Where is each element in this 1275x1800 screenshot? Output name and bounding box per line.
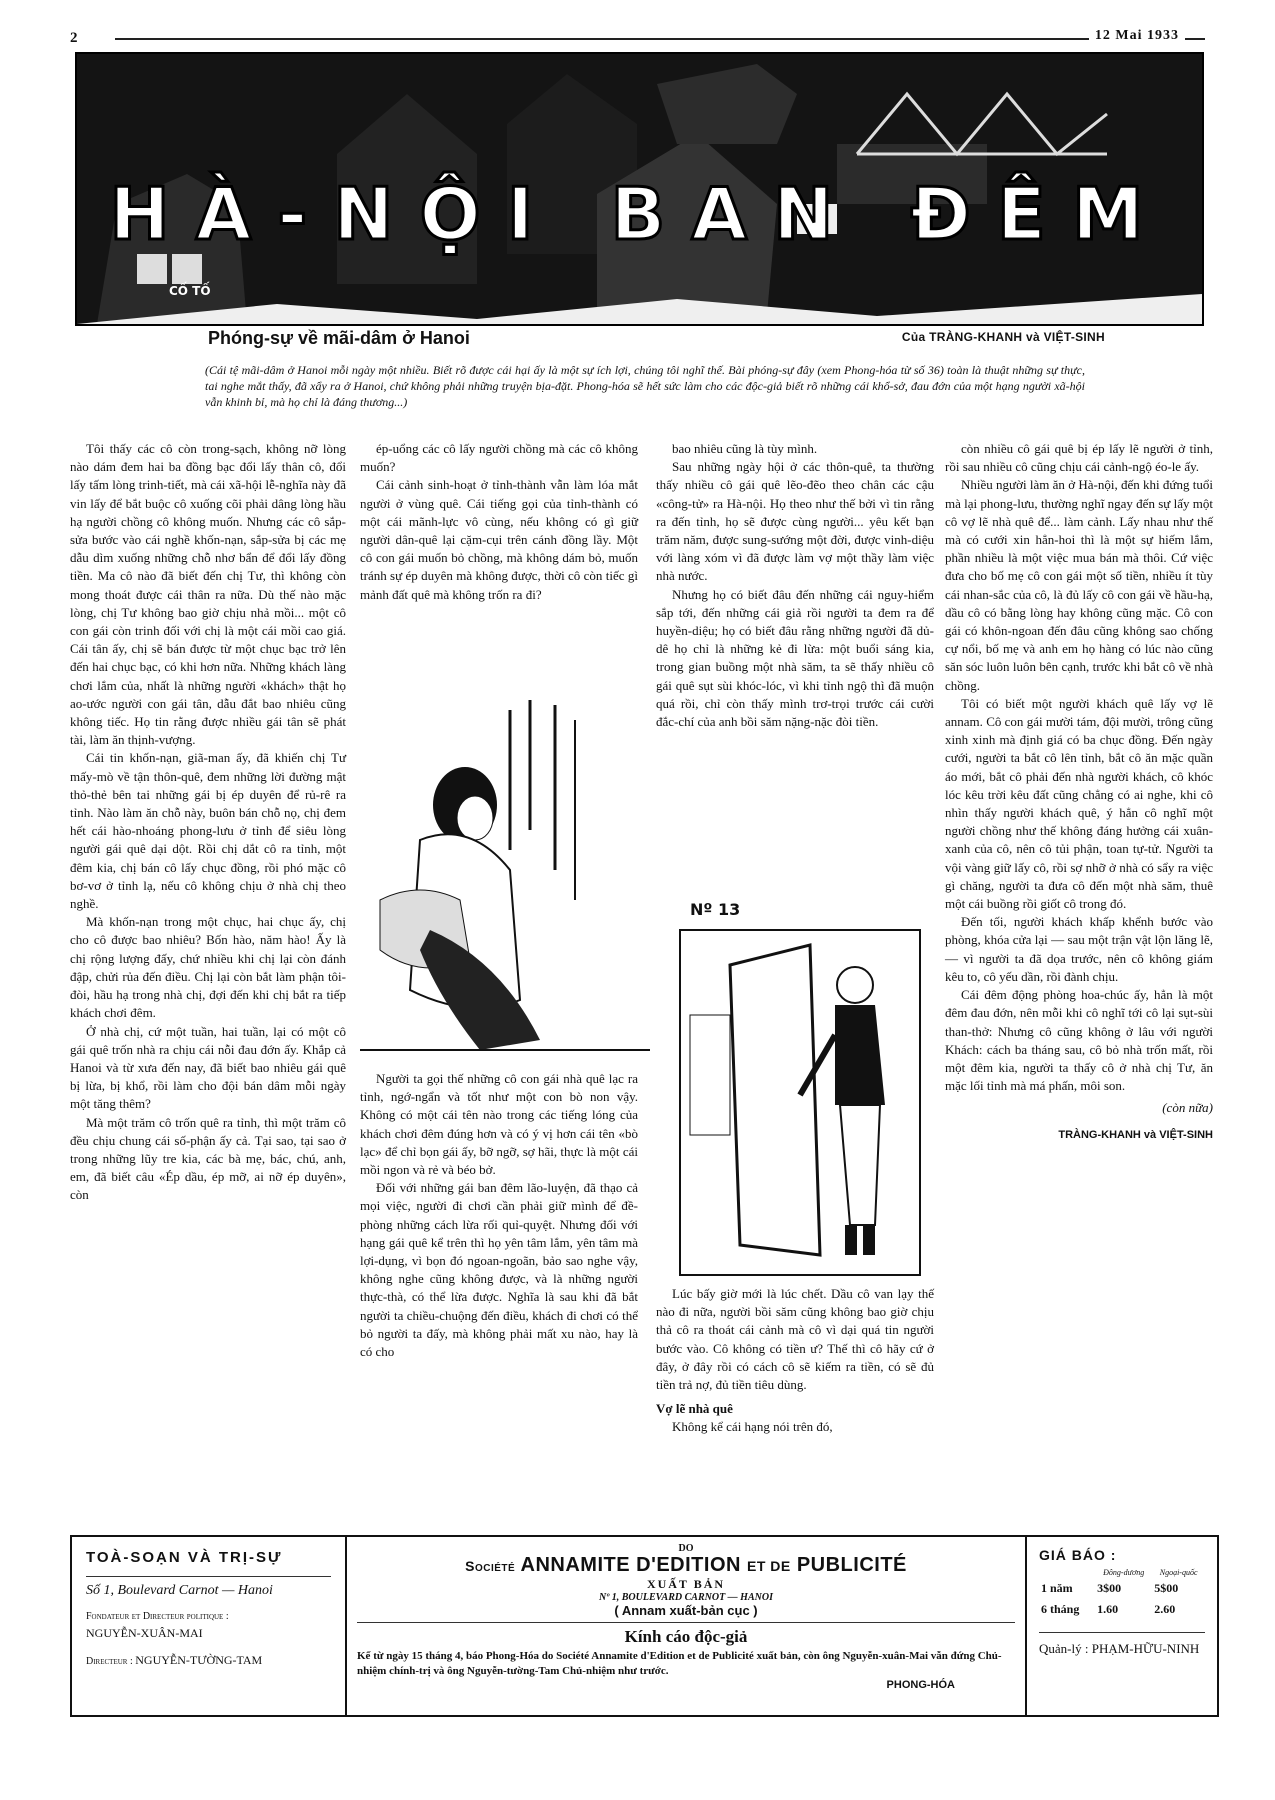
societe-word: Société [465,1558,516,1574]
publisher-vn-name: ( Annam xuất-bản cục ) [614,1603,758,1618]
director-name: NGUYỄN-TƯỜNG-TAM [135,1653,263,1667]
paragraph: Mà khốn-nạn trong một chục, hai chục ấy, chị cho cô được bao nhiêu? Bốn hào, năm hào! Ấy là chị rộng lượng đấy, chứ nhiều khi chị lại còn đánh đập, chửi rủa đến điều. Chị lại còn bắt làm phận tôi-đòi, hầu hạ trong nhà chị, đợi đến khi chị bắt ra tiếp khách chơi đêm. [70,914,346,1021]
price-foreign: 2.60 [1154,1602,1176,1616]
director-line [86,1653,331,1668]
paragraph: Đối với những gái ban đêm lão-luyện, đã thạo cả mọi việc, người đi chơi cần phải giữ mình để đề-phòng những cách lừa rối quỉ-quyệt. Nhưng đối với hạng gái quê kể trên thì họ yên tâm lắm, yên tâm mà lợi-dụng, vì bọn đó ngoan-ngoãn, bảo sao nghe vậy, không nghe cũng không được, và là những người thực-thà, có thể lừa được. Nghĩa là sau khi đã bắt người ta chiều-chuộng đến điều, khách đi chơi có thể bỏ người ta đấy, mà không phải mất xu nào, hay là có cho [360,1180,638,1360]
price-domestic: 3$00 [1097,1581,1122,1595]
founder-name: NGUYỄN-XUÂN-MAI [86,1626,203,1640]
authors-signature: TRÀNG-KHANH và VIỆT-SINH [1058,1128,1213,1141]
header-rule [115,38,1205,40]
paragraph: Lúc bấy giờ mới là lúc chết. Dầu cô van lạy thế nào đi nữa, người bồi săm cũng không bao giờ chịu thả cô ra thoát cái cảnh mà cô vì dại quá tin người bước vào. Cô không có tiền ư? Thế thì cô hãy cứ ở đây, ở đây rồi có cách cô sẽ kiếm ra tiền, có sẽ đủ tiền trả nợ, đủ tiền tiêu dùng. [656,1286,934,1393]
notice-text: Kể từ ngày 15 tháng 4, báo Phong-Hóa do Société Annamite d'Edition et de Publicité xuất bản, còn ông Nguyễn-xuân-Mai vẫn đứng Chủ-nhiệm chính-trị và ông Nguyễn-tường-Tam Chủ-nhiệm như trước. [357,1650,1002,1677]
issue-date: 12 Mai 1933 [1089,28,1185,44]
column-3 [656,440,934,731]
price-foreign: 5$00 [1154,1581,1179,1595]
publisher-address: Nº 1, BOULEVARD CARNOT — HANOI [599,1592,773,1603]
paragraph: Cái tin khốn-nạn, giã-man ấy, đã khiến chị Tư mấy-mò về tận thôn-quê, đem những lời đường mật thỏ-thẻ bên tai những gái bị ép duyên để rủ-rê ra tỉnh. Nào làm ăn chỗ này, buôn bán chỗ nọ, chị đem hết cái hào-nhoáng phong-lưu ở tỉnh để siêu lòng người gái quê dại dột. Rồi chị dắt cô ra tỉnh, một đêm kia, chị bán cô lấy chục đồng, rồi phó mặc cô bơ-vơ ở tỉnh lạ, nếu cô không chịu ở nhà chị theo nghề. [70,750,346,912]
manager-label: Quản-lý : [1039,1641,1089,1656]
paragraph: bao nhiêu cũng là tùy mình. [672,441,818,456]
publisher-name [357,1554,1015,1577]
section-subhead: Vợ lẽ nhà quê [656,1401,733,1417]
manager-line [1039,1632,1205,1657]
paragraph: Tôi thấy các cô còn trong-sạch, không nỡ lòng nào dám đem hai ba đồng bạc đổi lấy thân cô, đổi lấy tấm lòng trinh-tiết, mà cái xã-hội lễ-nghĩa này đã vin lấy để bắt buộc cô xuống cõi phải dâng lòng hầu hạ người chồng cô không muốn. Nhưng các cô sắp-sửa bước vào cái nghề khốn-nạn, sắp-sửa bị các mẹ dẫu dìm xuống những chỗ nhơ bẩn để đổi lấy đồng tiền. Ma cô nào đã biết đến chị Tư, thì không còn mong thoát được cái thân ra nữa. Dù thế nào mặc lòng, chị Tư không bao giờ chịu nhả mồi... một cô con gái còn trinh đối với chị là một cái mồi cao giá. Cái tân ấy, chị sẽ bán được từ một chục bạc trở lên đến hai chục bạc, có khi hơn nữa. Những khách làng chơi lắm của, nhất là những người «khách» thật họ ao-ước người con gái tân, dẫu đắt bao nhiêu cũng không tiếc. Họ tin rằng được nhiều gái tân sẽ phát tài, làm ăn thịnh-vượng. [70,441,346,748]
price-header-foreign: Ngoại-quốc [1159,1568,1198,1577]
paragraph: Mà một trăm cô trốn quê ra tỉnh, thì một trăm cô đều chịu chung cái số-phận ấy cả. Tại sao, tại sao ở trong những lũy tre kia, các bà mẹ, bác, chú, anh, em, đã biết câu «Ép dầu, ép mỡ, ai nỡ ép duyên», còn [70,1114,346,1203]
price-period: 1 năm [1041,1581,1073,1595]
article-headline: Phóng-sự về mãi-dâm ở Hanoi [208,328,470,348]
price-row [1039,1578,1205,1599]
office-title: TOÀ-SOẠN VÀ TRỊ-SỰ [86,1549,283,1566]
notice-signature: PHONG-HÓA [886,1679,955,1691]
price-header-domestic: Đông-dương [1103,1568,1145,1577]
article-intro: (Cái tệ mãi-dâm ở Hanoi mỗi ngày một nhiều. Biết rõ được cái hại ấy là một sự ích lợi, chúng tôi nghĩ thế. Bài phóng-sự đây (xem Phong-hóa từ số 36) toàn là thuật những sự thực, tai nghe mắt thấy, đã xẩy ra ở Hanoi, chứ không phải những truyện bịa-đặt. Phong-hóa sẽ hết sức làm cho các độc-giả biết rõ những cái khổ-sở, đau đớn của một hạng người xã-hội vẫn khinh bỉ, mà họ chỉ là đáng thương...) [205,363,1085,409]
title-banner [75,52,1204,326]
founder-label: Fondateur et Directeur politique : [86,1611,229,1622]
paragraph: ép-uổng các cô lấy người chồng mà các cô không muốn? [360,441,638,475]
editorial-office-box [72,1537,347,1715]
masthead-footer [70,1535,1219,1717]
xuat-ban: XUẤT BẢN [646,1577,726,1591]
price-row [1039,1599,1205,1620]
paragraph: Đến tối, người khách khấp khểnh bước vào phòng, khóa cửa lại — sau một trận vật lộn lăng lẽ, — vì người ta đã dọa trước, nên cô không giám kêu to, cô yếu dần, rồi đành chịu. [945,914,1213,984]
artist-signature: CỐ TỐ [169,284,211,298]
paragraph: Cái đêm động phòng hoa-chúc ấy, hẳn là một đêm đau đớn, nên mỗi khi cô nghĩ tới cô lại sụt-sùi than-thở: Nhưng cô cũng không ở lâu với người Khách: cách ba tháng sau, cô bỏ nhà trốn mất, rồi một đêm kia, người ta thấy cô ở nhà chị Tư, ăn mặc lối tỉnh mà má phấn, môi son. [945,987,1213,1094]
paragraph: Ở nhà chị, cứ một tuần, hai tuần, lại có một cô gái quê trốn nhà ra chịu cái nỗi đau đớn ấy. Khắp cả Hanoi và từ xưa đến nay, đã biết bao nhiêu gái quê bị lừa, bị khổ, rồi làm cho đội bán dâm mỗi ngày một tăng thêm? [70,1023,346,1112]
figure-number: Nº 13 [690,900,741,919]
director-label: Directeur : [86,1656,133,1667]
subscription-title: GIÁ BÁO : [1039,1547,1117,1563]
banner-title: HÀ-NỘI BAN ĐÊM [109,172,1170,256]
publisher-do: DO [678,1543,694,1554]
paragraph: Sau những ngày hội ở các thôn-quê, ta thường thấy nhiều cô gái quê lẽo-đẽo theo chân các cậu «công-tử» ra Hà-nội. Họ theo như thế bởi vì tin rằng ra đến tỉnh, họ sẽ được cùng người... yêu kết bạn trăm năm, được sung-sướng một đời, được vinh-diệu với làng xóm vì đã được làm vợ một thầy làm việc nhà nước. [656,459,934,584]
price-table [1039,1567,1205,1620]
column-3-continued [656,1285,934,1437]
article-byline: Của TRÀNG-KHANH và VIỆT-SINH [901,330,1105,344]
page-number: 2 [70,30,78,46]
societe-annamite: ANNAMITE D'EDITION [520,1554,741,1576]
price-domestic: 1.60 [1097,1602,1119,1616]
price-period: 6 tháng [1041,1602,1080,1616]
column-4 [945,440,1213,1144]
paragraph: Không kể cái hạng nói trên đó, [672,1419,833,1435]
publisher-box [347,1537,1027,1715]
paragraph: Tôi có biết một người khách quê lấy vợ lẽ annam. Cô con gái mười tám, đội mười, trông cũng xinh xinh mà định giá có ba chục đồng. Đến ngày cưới, người ta bắt cô lên tỉnh, bắt cô ăn mặc quần áo mới, bắt cô phải đến nhà người khách, cô khóc lóc kêu trời kêu đất cũng chẳng có ai nghe, khi cô nhìn thấy người khách quê, ý hẳn cô nghĩ một người chồng như thế không đáng hưởng cái xuân-xanh của cô, nên cô tủi phận, toan tự-tử. Người ta vội vàng giữ lấy cô, rồi sợ nhỡ ở nhà có sẩy ra việc gì chăng, người ta đưa cô đến một nhà săm, thuê một cái buồng rồi giốt cô trong đó. [945,695,1213,912]
notice-title: Kính cáo độc-giả [357,1622,1015,1647]
woman-crying-illustration [360,700,650,1070]
manager-name: PHẠM-HỮU-NINH [1091,1641,1200,1656]
column-1 [70,440,346,1205]
column-2 [360,440,638,604]
societe-publicite: PUBLICITÉ [796,1554,907,1576]
office-address: Số 1, Boulevard Carnot — Hanoi [86,1576,331,1599]
subscription-box [1027,1537,1217,1715]
column-2-continued [360,1070,638,1361]
paragraph: Nhưng họ có biết đâu đến những cái nguy-hiểm sắp tới, đến những cái giả rồi người ta đem ra để huyền-diệu; họ có biết đâu rằng những người đã dủ-dê họ chỉ là những kẻ đi lừa: một buổi sáng kia, trong gian buồng một nhà săm, ta sẽ thấy nhiều cô gái quê sụt sùi khóc-lóc, vì khi tỉnh ngộ thì đã muộn quá rồi, chỉ còn thấy mình trơ-trọi trước cái cười đắc-chí của anh bồi săm nặng-nặc đòi tiền. [656,586,934,730]
paragraph: còn nhiều cô gái quê bị ép lấy lẽ người ở tỉnh, rồi sau nhiều cô cũng chịu cái cảnh-ngộ éo-le ấy. [945,441,1213,475]
man-at-door-illustration [660,925,940,1280]
paragraph: Người ta gọi thế những cô con gái nhà quê lạc ra tỉnh, ngớ-ngẩn và tốt như một con bò non vậy. Không có một cái tên nào trong các tiếng lóng của khách chơi đêm đúng hơn và có ý vị hơn cái tên «bò lạc» để chỉ bọn gái ấy, bỡ ngỡ, sợ hãi, thực là một cái mồi ngon và rẻ và béo bở. [360,1071,638,1178]
societe-et-de: ET DE [747,1558,791,1574]
price-header-blank [1039,1567,1095,1578]
continued-note: (còn nữa) [1162,1100,1213,1116]
paragraph: Nhiều người làm ăn ở Hà-nội, đến khi đứng tuổi mà lại phong-lưu, thường nghĩ ngay đến sự lấy một cô vợ lẽ nhà quê để... làm cảnh. Lấy nhau như thế mà có cưới xin hẳn-hoi thì là một sự hiếm lắm, phần nhiều là một việc mua bán mà thôi. Cứ việc đưa cho bố mẹ cô con gái một số tiền, nhiều ít tùy cái nhan-sắc của cô, là đủ lấy cô con gái về hầu-hạ, dầu cô có bằng lòng hay không cũng mặc. Cô con gái có khôn-ngoan đến đâu cũng không sao chống cự nổi, bố mẹ và anh em họ hàng có lúc nào cũng săn sóc luôn luôn bên cạnh, trước khi bắt cô về nhà chồng. [945,477,1213,693]
paragraph: Cái cảnh sinh-hoạt ở tỉnh-thành vẫn làm lóa mắt người ở vùng quê. Cái tiếng gọi của tỉnh-thành có một cái mãnh-lực vô cùng, nếu không có gì giữ người dân-quê lại cặm-cụi trên cánh đồng lầy. Một cô con gái muốn bỏ chồng, mà không dám bỏ, muốn tránh sự ép duyên mà không được, thời cô còn tiếc gì mảnh đất quê mà không trốn ra đi? [360,477,638,602]
